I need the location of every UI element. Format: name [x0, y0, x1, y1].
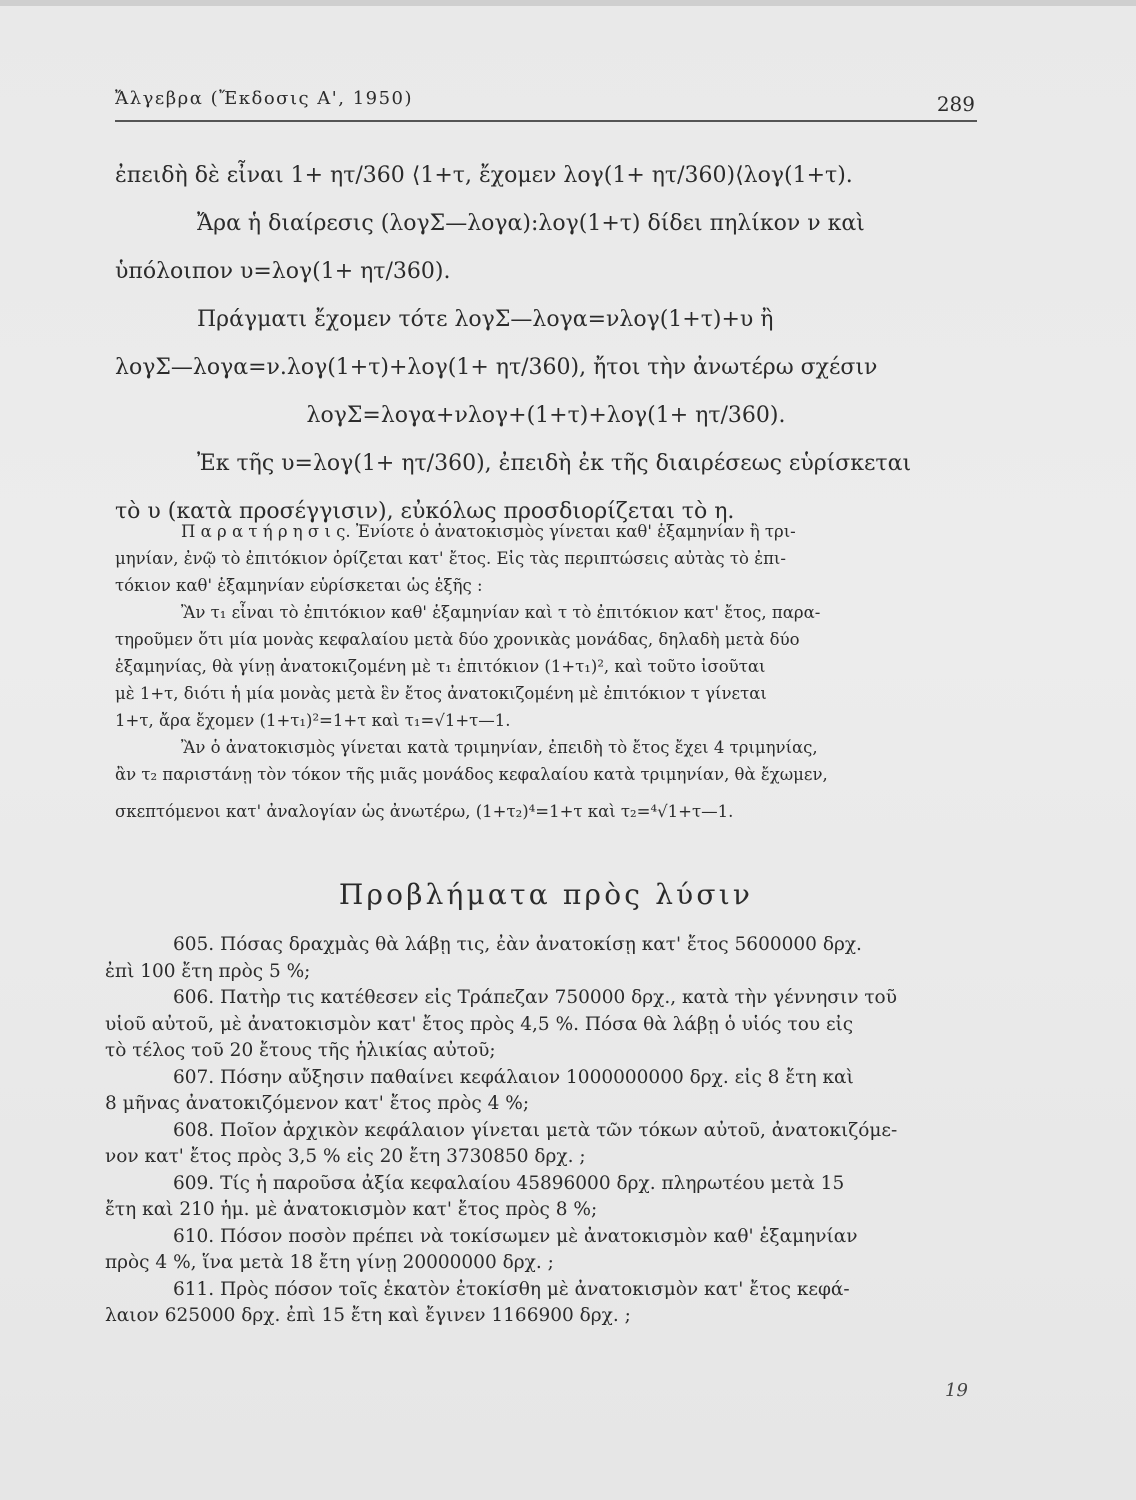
remark-line: 1+τ, ἄρα ἔχομεν (1+τ₁)²=1+τ καὶ τ₁=√1+τ—1.: [115, 711, 511, 730]
remark-section: [115, 518, 977, 825]
problem-line: νον κατ' ἔτος πρὸς 3,5 % εἰς 20 ἔτη 3730850 δρχ. ;: [105, 1146, 586, 1167]
remark-line: Ἂν τ₁ εἶναι τὸ ἐπιτόκιον καθ' ἑξαμηνίαν καὶ τ τὸ ἐπιτόκιον κατ' ἔτος, παρα-: [181, 603, 821, 622]
page-top-edge: [0, 0, 1136, 6]
remark-line: σκεπτόμενοι κατ' ἀναλογίαν ὡς ἀνωτέρω, (1+τ₂)⁴=1+τ καὶ τ₂=⁴√1+τ—1.: [115, 802, 734, 821]
text-line: Ἄρα ἡ διαίρεσις (λογΣ—λογα):λογ(1+τ) δίδει πηλίκον ν καὶ: [197, 211, 865, 236]
problem-line: 605. Πόσας δραχμὰς θὰ λάβῃ τις, ἐὰν ἀνατοκίσῃ κατ' ἔτος 5600000 δρχ.: [173, 934, 862, 955]
problem-line: ἔτη καὶ 210 ἡμ. μὲ ἀνατοκισμὸν κατ' ἔτος πρὸς 8 %;: [105, 1199, 598, 1220]
remark-line: μὲ 1+τ, διότι ἡ μία μονὰς μετὰ ἓν ἔτος ἀνατοκιζομένη μὲ ἐπιτόκιον τ γίνεται: [115, 684, 767, 703]
formula-line: λογΣ=λογα+νλογ+(1+τ)+λογ(1+ ητ/360).: [306, 403, 786, 428]
problem-line: 610. Πόσον ποσὸν πρέπει νὰ τοκίσωμεν μὲ ἀνατοκισμὸν καθ' ἑξαμηνίαν: [173, 1225, 858, 1247]
text-line: τὸ υ (κατὰ προσέγγισιν), εὐκόλως προσδιορίζεται τὸ η.: [115, 499, 735, 524]
remark-line: ἑξαμηνίας, θὰ γίνῃ ἀνατοκιζομένη μὲ τ₁ ἐπιτόκιον (1+τ₁)², καὶ τοῦτο ἰσοῦται: [115, 657, 766, 676]
problem-line: υἱοῦ αὐτοῦ, μὲ ἀνατοκισμὸν κατ' ἔτος πρὸς 4,5 %. Πόσα θὰ λάβῃ ὁ υἱός του εἰς: [105, 1013, 854, 1035]
text-line: ἐπειδὴ δὲ εἶναι 1+ ητ/360 ⟨1+τ, ἔχομεν λογ(1+ ητ/360)⟨λογ(1+τ).: [115, 163, 853, 188]
page-header: [115, 88, 977, 122]
remark-line: Ἂν ὁ ἀνατοκισμὸς γίνεται κατὰ τριμηνίαν, ἐπειδὴ τὸ ἔτος ἔχει 4 τριμηνίας,: [181, 738, 818, 757]
problem-line: 8 μῆνας ἀνατοκιζόμενον κατ' ἔτος πρὸς 4 %;: [105, 1093, 530, 1114]
problem-line: 611. Πρὸς πόσον τοῖς ἑκατὸν ἐτοκίσθη μὲ ἀνατοκισμὸν κατ' ἔτος κεφά-: [173, 1278, 850, 1300]
remark-line: μηνίαν, ἐνῷ τὸ ἐπιτόκιον ὁρίζεται κατ' ἔτος. Εἰς τὰς περιπτώσεις αὐτὰς τὸ ἐπι-: [115, 549, 786, 568]
signature-mark: 19: [945, 1380, 968, 1401]
remark-line: τηροῦμεν ὅτι μία μονὰς κεφαλαίου μετὰ δύο χρονικὰς μονάδας, δηλαδὴ μετὰ δύο: [115, 630, 800, 649]
problem-line: ἐπὶ 100 ἔτη πρὸς 5 %;: [105, 960, 311, 982]
running-title: Ἄλγεβρα (Ἔκδοσις Α', 1950): [115, 88, 414, 109]
text-line: Πράγματι ἔχομεν τότε λογΣ—λογα=νλογ(1+τ)+υ ἢ: [197, 307, 774, 332]
text-line: ὑπόλοιπον υ=λογ(1+ ητ/360).: [115, 259, 451, 284]
problem-line: 607. Πόσην αὔξησιν παθαίνει κεφάλαιον 1000000000 δρχ. εἰς 8 ἔτη καὶ: [173, 1066, 854, 1088]
text-line: λογΣ—λογα=ν.λογ(1+τ)+λογ(1+ ητ/360), ἤτοι τὴν ἀνωτέρω σχέσιν: [115, 355, 878, 380]
main-text: [115, 152, 977, 536]
page-number: 289: [936, 92, 975, 116]
problem-line: πρὸς 4 %, ἵνα μετὰ 18 ἔτη γίνῃ 20000000 δρχ. ;: [105, 1252, 554, 1273]
problem-line: 606. Πατὴρ τις κατέθεσεν εἰς Τράπεζαν 750000 δρχ., κατὰ τὴν γέννησιν τοῦ: [173, 987, 897, 1008]
remark-line: τόκιον καθ' ἑξαμηνίαν εὑρίσκεται ὡς ἑξῆς :: [115, 576, 483, 595]
remark-line: ἂν τ₂ παριστάνῃ τὸν τόκον τῆς μιᾶς μονάδος κεφαλαίου κατὰ τριμηνίαν, θὰ ἔχωμεν,: [115, 765, 828, 784]
text-line: Ἐκ τῆς υ=λογ(1+ ητ/360), ἐπειδὴ ἐκ τῆς διαιρέσεως εὑρίσκεται: [197, 451, 912, 476]
problem-line: τὸ τέλος τοῦ 20 ἔτους τῆς ἡλικίας αὐτοῦ;: [105, 1040, 496, 1061]
problem-line: 608. Ποῖον ἀρχικὸν κεφάλαιον γίνεται μετὰ τῶν τόκων αὐτοῦ, ἀνατοκιζόμε-: [173, 1119, 898, 1141]
problem-line: λαιον 625000 δρχ. ἐπὶ 15 ἔτη καὶ ἔγινεν 1166900 δρχ. ;: [105, 1305, 631, 1326]
problems-heading: Προβλήματα πρὸς λύσιν: [338, 878, 754, 911]
problems-list: [105, 932, 975, 1330]
problem-line: 609. Τίς ἡ παροῦσα ἀξία κεφαλαίου 45896000 δρχ. πληρωτέου μετὰ 15: [173, 1172, 845, 1194]
remark-line: Π α ρ α τ ή ρ η σ ι ς. Ἐνίοτε ὁ ἀνατοκισμὸς γίνεται καθ' ἑξαμηνίαν ἢ τρι-: [181, 522, 796, 541]
